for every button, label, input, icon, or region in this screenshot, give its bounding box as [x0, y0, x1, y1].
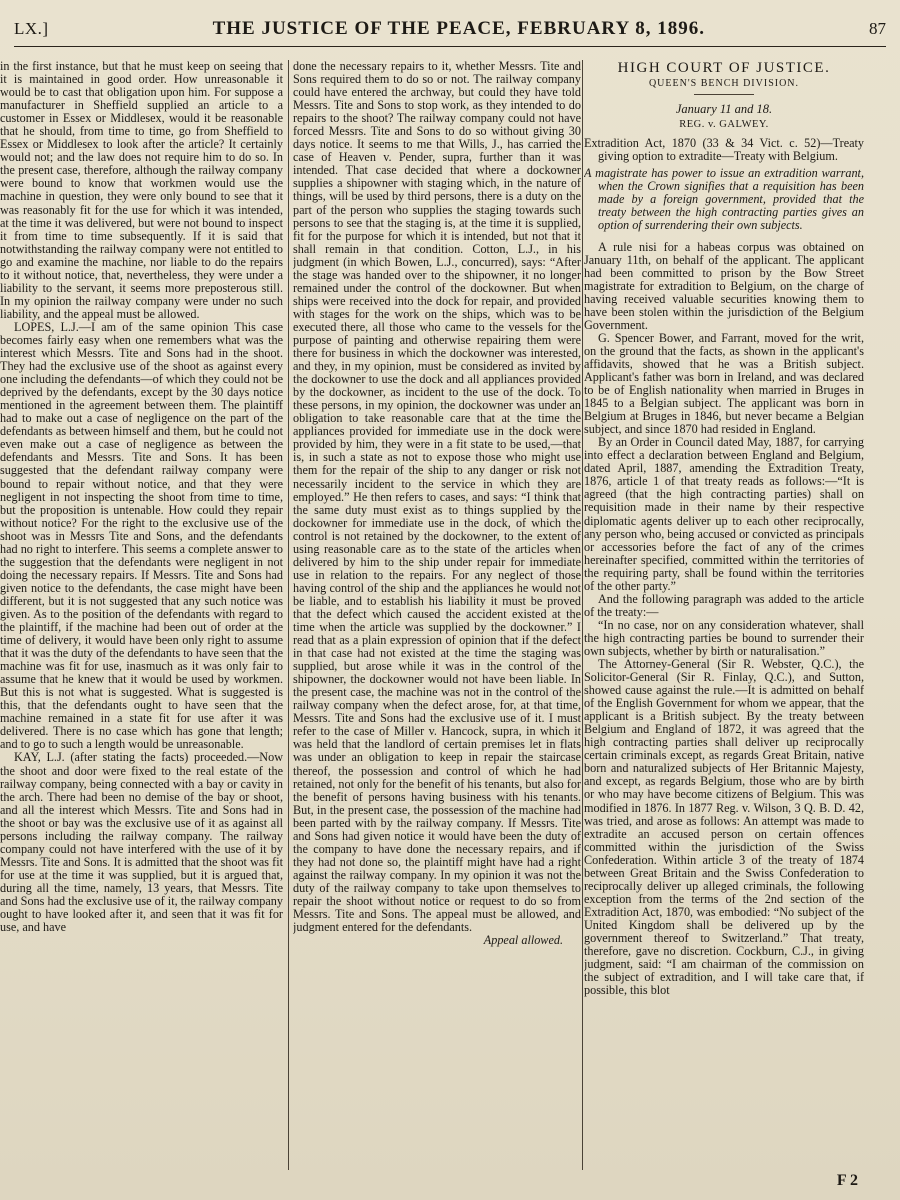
case-topic: Extradition Act, 1870 (33 & 34 Vict. c. 52)—Treaty giving option to extradite—Treaty with Belgium. — [584, 136, 864, 164]
column-middle — [293, 60, 581, 1172]
hearing-dates: January 11 and 18. — [675, 102, 773, 117]
paragraph: A rule nisi for a habeas corpus was obtained on January 11th, on behalf of the applicant. The applicant had been committed to prison by the Bow Street magistrate for extradition to Belgium, on the charge of having received valuable securities knowing them to have been stolen within the jurisdiction of the Belgium Government. — [584, 239, 864, 332]
column-right — [584, 60, 864, 1172]
paragraph: The Attorney-General (Sir R. Webster, Q.C.), the Solicitor-General (Sir R. Finlay, Q.C.), and Sutton, showed cause against the rule.—It is admitted on behalf of the English Government for whom we appear, that the applicant is a British subject. By the treaty between Belgium and England of 1872, it was agreed that the high contracting parties shall deliver up reciprocally certain criminals except, as regards Great Britain, native born and naturalized subjects of Her Britannic Majesty, and except, as regards Belgium, those who are by birth or who may have become citizens of Belgium. This was modified in 1876. In 1877 Reg. v. Wilson, 3 Q. B. D. 42, was tried, and arose as follows: An attempt was made to extradite an accused person on certain offences committed within the jurisdiction of the Swiss Confederation. Within article 3 of the treaty of 1874 between Great Britain and the Swiss Confederation to reciprocally deliver up alleged criminals, the following exception from the terms of the 2nd section of the Extradition Act, 1870, was embodied: “No subject of the United Kingdom shall be delivered up by the government thereof to Switzerland.” That treaty, therefore, gave no discretion. Cockburn, C.J., in giving judgment, said: “I am chairman of the commission on the subject of extradition, and I will take care that, if possible, this blot — [584, 657, 864, 998]
volume-number: LX.] — [14, 19, 49, 38]
column-rule-left — [288, 60, 289, 1170]
page-header — [14, 18, 886, 47]
paragraph: G. Spencer Bower, and Farrant, moved for the writ, on the ground that the facts, as shown in the applicant's affidavits, showed that he was a British subject. Applicant's father was born in Ireland, and was declared to be of English nationality when married in Bruges in 1845 to a Belgian subject. The applicant was born in Belgium at Bruges in 1846, but never became a Belgian subject, and since 1870 had resided in England. — [584, 330, 864, 437]
division-heading: QUEEN'S BENCH DIVISION. — [648, 78, 800, 90]
paragraph: “In no case, nor on any consideration whatever, shall the high contracting parties be bound to surrender their own subjects, whether by birth or naturalisation.” — [584, 617, 864, 658]
judgment-outcome: Appeal allowed. — [483, 933, 563, 948]
court-heading: HIGH COURT OF JUSTICE. — [617, 60, 831, 76]
column-left — [0, 60, 283, 1172]
column-rule-right — [582, 60, 583, 1170]
paragraph: By an Order in Council dated May, 1887, for carrying into effect a declaration between England and Belgium, dated April, 1887, amending the Extradition Treaty, 1876, article 1 of that treaty reads as follows:—“It is agreed (that the high contracting parties) shall on requisition made in their name by their respective diplomatic agents deliver up to each other reciprocally, any person who, being accused or convicted as principals or accessories before the fact of any of the crimes hereinafter specified, committed within the territories of the requiring party, shall be found within the territories of the other party.” — [584, 435, 864, 593]
paragraph: in the first instance, but that he must keep on seeing that it is maintained in good order. How unreasonable it would be to cast that obligation upon him. For suppose a manufacturer in Sheffield supplied an article to a customer in Essex or Middlesex, would it be reasonable that he should, from time to time, go from Sheffield to Essex or Middlesex to look after the article? It certainly would not; and the law does not require him to do so. In the present case, therefore, although the railway company were bound to know that workmen would use the machine in question, they were only bound to see that it was reasonably fit for the use for which it was intended, at the time it was delivered, but were not bound to inspect it from time to time subsequently. If it is said that notwithstanding the railway company were not entitled to go and examine the machine, nor liable to do the repairs to it without notice, that, nevertheless, they were under a liability to the servant, it seems more preposterous still. In my opinion the railway company were under no such liability, and the appeal must be allowed. — [0, 60, 283, 321]
paragraph: And the following paragraph was added to the article of the treaty:— — [584, 591, 864, 619]
running-title: THE JUSTICE OF THE PEACE, FEBRUARY 8, 1896. — [212, 18, 705, 39]
page-number: 87 — [869, 19, 886, 38]
paragraph: KAY, L.J. (after stating the facts) proceeded.—Now the shoot and door were fixed to the real estate of the railway company, being connected with a bay or cavity in the arch. There had been no demise of the bay or shoot, and all the interest which Messrs. Tite and Sons had in the shoot or bay was the exclusive use of it as against all persons including the railway company. The railway company could not have interfered with the use of it by Messrs. Tite and Sons. It is admitted that the shoot was fit for use at the time it was supplied, but it is argued that, during all the time, namely, 13 years, that Messrs. Tite and Sons had the exclusive use of it, the railway company ought to have looked after it, and seen that it was fit for use, and have — [0, 750, 283, 935]
signature-mark: F 2 — [836, 1172, 858, 1189]
section-divider — [694, 94, 754, 95]
paragraph: done the necessary repairs to it, whether Messrs. Tite and Sons required them to do so or not. The railway company could have entered the archway, but could they have told Messrs. Tite and Sons to stop work, as they intended to do repairs to the shoot? The railway company could not have forced Messrs. Tite and Sons to do so without giving 30 days notice. It seems to me that Wills, J., has carried the case of Heaven v. Pender, supra, further than it was intended. That case decided that where a dockowner supplies a shipowner with staging which, in the nature of things, will be used by third persons, there is a duty on the part of the person who supplies the staging towards such persons to see that the staging is, at the time it is supplied, fit for the purpose for which it is intended, but not that it shall remain in that condition. Cotton, L.J., in his judgment (in which Bowen, L.J., concurred), says: “After the stage was handed over to the shipowner, it no longer remained under the control of the dockowner. But when ships were received into the dock for repair, and provided with stages for the work on the ships, which was to be executed there, all those who came to the vessels for the purpose of painting and otherwise repairing them were there for business in which the dockowner was interested, and they, in my opinion, must be considered as invited by the dockowner to use the dock and all appliances provided by the dockowner, as incident to the use of the dock. To these persons, in my opinion, the dockowner was under an obligation to take reasonable care that at the time the appliances provided for immediate use in the dock were provided by him, they were in a fit state to be used,—that is, in such a state as not to expose those who might use them for the repair of the ship to any danger or risk not necessarily incident to the service in which they are employed.” He then refers to cases, and says: “I think that the same duty must exist as to things supplied by the dockowner for immediate use in the dock, of which the control is not retained by the dockowner, to the extent of using reasonable care as to the state of the articles when delivered by him to the ship under repair for immediate use in relation to the repairs. For any neglect of those having control of the ship and the appliances he would not be liable, and to establish his liability it must be proved that the defect which caused the accident existed at the time when the article was supplied by the dockowner.” I read that as a plain expression of opinion that if the defect in that case had not existed at the time the staging was supplied, but arose while it was in the control of the shipowner, the dockowner would not have been liable. In the present case, the machine was not in the control of the railway company when the defect arose, for, at that time, Messrs. Tite and Sons had the exclusive use of it. I must refer to the case of Miller v. Hancock, supra, in which it was held that the landlord of certain premises let in flats was under an obligation to keep in repair the staircase thereof, the possession and control of which he had retained, not only for the benefit of his tenants, but also for the benefit of persons having business with his tenants. But, in the present case, the possession of the machine had been parted with by the railway company. If Messrs. Tite and Sons had given notice it would have been the duty of the company to have done the necessary repairs, and if they had not done so, the plaintiff might have had a right against the railway company. In my opinion it was not the duty of the railway company to take upon themselves to repair the shoot without notice or request to do so from Messrs. Tite and Sons. The appeal must be allowed, and judgment entered for the defendants. — [293, 60, 581, 935]
case-headnote: A magistrate has power to issue an extradition warrant, when the Crown signifies that a requisition has been made by a foreign government, provided that the treaty between the high contracting parties gives an option of surrendering their own subjects. — [584, 166, 864, 233]
case-name: REG. v. GALWEY. — [679, 119, 769, 131]
paragraph: LOPES, L.J.—I am of the same opinion This case becomes fairly easy when one remembers what was the interest which Messrs. Tite and Sons had in the shoot. They had the exclusive use of the shoot as against every one including the defendants—of which they could not be deprived by the defendants, except by the 30 days notice mentioned in the agreement between them. The plaintiff had to make out a case of negligence on the part of the defendants as between himself and them, but he could not even make out a case of negligence as between the defendants and Messrs. Tite and Sons. It has been suggested that the defendant railway company were bound to repair without notice, and that they were negligent in not inspecting the shoot from time to time, but the proposition is untenable. How could they repair without notice? For the right to the exclusive use of the shoot was in Messrs Tite and Sons, and the defendants had no right to interfere. This seems a complete answer to the suggestion that the defendants were negligent in not doing the necessary repairs. If Messrs. Tite and Sons had given notice to the defendants, the case might have been different, but it is not suggested that any such notice was given. As to the position of the defendants with regard to the plaintiff, if the machine had been out of order at the time of delivery, it would have been only right to assume that it was the duty of the defendants to have seen that the machine was fit for use, inasmuch as it was only fair to assume that he knew that it would be used by workmen. But this is not what is suggested. What is suggested is this, that the defendants ought to have seen that the machine remained in a state fit for use after it was delivered. There is no case which has gone that length; and to go to such a length would be unreasonable. — [0, 319, 283, 752]
